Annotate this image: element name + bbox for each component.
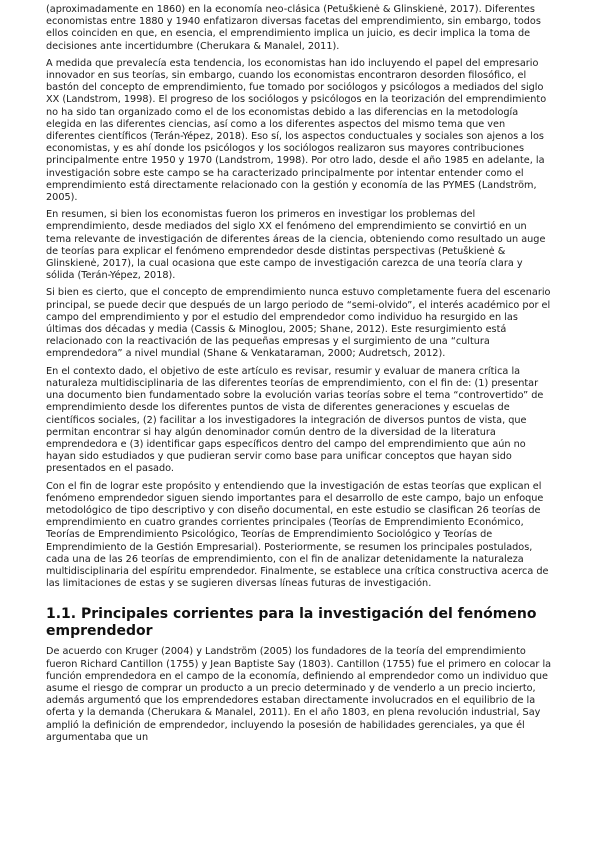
paragraph-metodologia: Con el fin de lograr este propósito y entendiendo que la investigación de estas teorías que explican el fenómeno emprendedor siguen siendo importantes para el desarrollo de este campo, bajo un enfoque metodológico de tipo descriptivo y con diseño documental, en este estudio se clasifican 26 teorías de emprendimiento en cuatro grandes corrientes principales (Teorías de Emprendimiento Económico, Teorías de Emprendimiento Psicológico, Teorías de Emprendimiento Sociológico y Teorías de Emprendimiento de la Gestión Empresarial). Posteriormente, se resumen los principales postulados, cada una de las 26 teorías de emprendimiento, con el fin de analizar detenidamente la naturaleza multidisciplinaria del espíritu emprendedor. Finalmente, se establece una crítica constructiva acerca de las limitaciones de estas y se sugieren diversas líneas futuras de investigación.	[46, 480, 549, 590]
paragraph-resumen: En resumen, si bien los economistas fueron los primeros en investigar los problemas del emprendimiento, desde mediados del siglo XX el fenómeno del emprendimiento se convirtió en un tema relevante de investigación de diferentes áreas de la ciencia, obteniendo como resultado un auge de teorías para explicar el fenómeno emprendedor desde distintas perspectivas (Petuškienė & Glinskienė, 2017), la cual ocasiona que este campo de investigación carezca de una teoría clara y sólida (Terán-Yépez, 2018).	[46, 209, 546, 282]
paragraph-fundadores: De acuerdo con Kruger (2004) y Landström (2005) los fundadores de la teoría del emprendimiento fueron Richard Cantillon (1755) y Jean Baptiste Say (1803). Cantillon (1755) fue el primero en colocar la función emprendedora en el campo de la economía, definiendo al emprendedor como un individuo que asume el riesgo de comprar un producto a un precio determinado y de venderlo a un precio incierto, además argumentó que los emprendedores estaban directamente involucrados en el equilibrio de la oferta y la demanda (Cherukara & Manalel, 2011). En el año 1803, en plena revolución industrial, Say amplió la definición de emprendedor, incluyendo la posesión de habilidades gerenciales, ya que él argumentaba que un	[46, 646, 552, 743]
paragraph-economia-neoclasica: (aproximadamente en 1860) en la economía neo-clásica (Petuškienė & Glinskienė, 2017). Diferentes economistas entre 1880 y 1940 enfatizaron diversas facetas del emprendimiento, sin embargo, todos ellos coinciden en que, en esencia, el emprendimiento implica un juicio, es decir implica la toma de decisiones ante incertidumbre (Cherukara & Manalel, 2011).	[46, 4, 541, 52]
section-heading: 1.1. Principales corrientes para la investigación del fenómeno emprendedor	[46, 606, 537, 640]
paragraph-resurgimiento: Si bien es cierto, que el concepto de emprendimiento nunca estuvo completamente fuera del escenario principal, se puede decir que después de un largo periodo de “semi-olvido”, el interés académico por el campo del emprendimiento y por el estudio del emprendedor como individuo ha resurgido en las últimas dos décadas y media (Cassis & Minoglou, 2005; Shane, 2012). Este resurgimiento está relacionado con la reactivación de las pequeñas empresas y el surgimiento de una “cultura emprendedora” a nivel mundial (Shane & Venkataraman, 2000; Audretsch, 2012).	[46, 287, 551, 360]
paragraph-objetivo: En el contexto dado, el objetivo de este artículo es revisar, resumir y evaluar de manera crítica la naturaleza multidisciplinaria de las diferentes teorías de emprendimiento, con el fin de: (1) presentar una documento bien fundamentado sobre la evolución varias teorías sobre el tema “controvertido” de emprendimiento desde los diferentes puntos de vista de diferentes generaciones y escuelas de científicos sociales, (2) facilitar a los investigadores la integración de diversos puntos de vista, que permitan encontrar si hay algún denominador común dentro de la diversidad de la literatura emprendedora e (3) identificar gaps específicos dentro del campo del emprendimiento que aún no hayan sido estudiados y que pudieran servir como base para unificar conceptos que hayan sido presentados en el pasado.	[46, 365, 544, 475]
paragraph-sociologos-psicologos: A medida que prevalecía esta tendencia, los economistas han ido incluyendo el papel del empresario innovador en sus teorías, sin embargo, cuando los economistas encontraron desorden filosófico, el bastón del concepto de emprendimiento, fue tomado por sociólogos y psicólogos a mediados del siglo XX (Landstrom, 1998). El progreso de los sociólogos y psicólogos en la teorización del emprendimiento no ha sido tan organizado como el de los economistas debido a las diferencias en la metodología elegida en las diferentes ciencias, así como a los diferentes aspectos del mismo tema que ven diferentes científicos (Terán-Yépez, 2018). Eso sí, los aspectos conductuales y sociales son ajenos a los economistas, y es ahí donde los psicólogos y los sociólogos realizaron sus mayores contribuciones principalmente entre 1950 y 1970 (Landstrom, 1998). Por otro lado, desde el año 1985 en adelante, la investigación sobre este campo se ha caracterizado principalmente por intentar entender como el emprendimiento está directamente relacionado con la gestión y economía de las PYMES (Landström, 2005).	[46, 57, 547, 204]
